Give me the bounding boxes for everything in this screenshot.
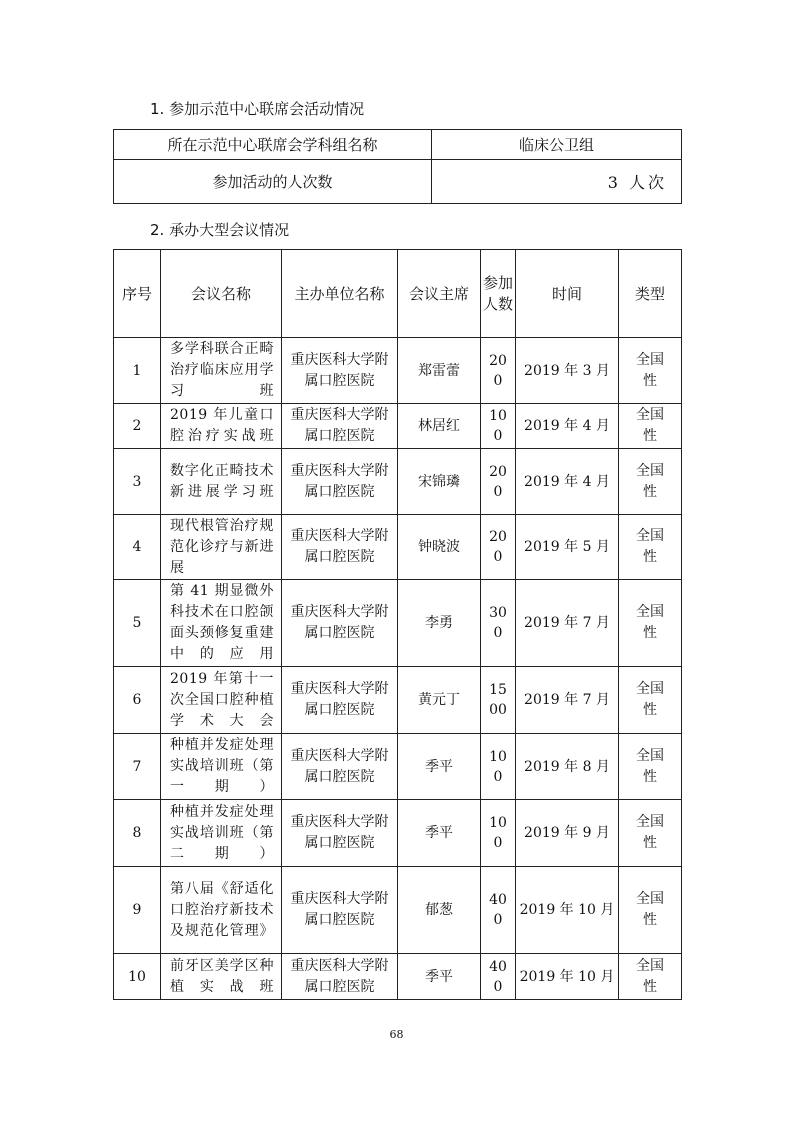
cell-count: 400 [481, 954, 516, 1000]
col-header-type: 类型 [619, 250, 682, 338]
table-row [114, 580, 682, 667]
cell-chair: 郁葱 [398, 867, 481, 954]
cell-count: 300 [481, 580, 516, 667]
col-header-name: 会议名称 [161, 250, 282, 338]
group-label: 所在示范中心联席会学科组名称 [114, 130, 432, 160]
table-row [114, 954, 682, 1000]
table-row [114, 800, 682, 867]
cell-meeting-name: 多学科联合正畸治疗临床应用学习班 [161, 338, 282, 404]
cell-time: 2019 年 4 月 [516, 404, 619, 449]
cell-no: 8 [114, 800, 161, 867]
cell-type: 全国性 [619, 580, 682, 667]
cell-organizer: 重庆医科大学附属口腔医院 [282, 734, 398, 800]
cell-no: 10 [114, 954, 161, 1000]
cell-organizer: 重庆医科大学附属口腔医院 [282, 954, 398, 1000]
page-number: 68 [389, 1028, 404, 1041]
cell-time: 2019 年 8 月 [516, 734, 619, 800]
col-header-time: 时间 [516, 250, 619, 338]
joint-council-table [113, 129, 682, 204]
cell-no: 9 [114, 867, 161, 954]
cell-no: 3 [114, 449, 161, 515]
cell-chair: 钟晓波 [398, 515, 481, 580]
cell-time: 2019 年 10 月 [516, 867, 619, 954]
cell-organizer: 重庆医科大学附属口腔医院 [282, 580, 398, 667]
cell-meeting-name: 种植并发症处理实战培训班（第一期） [161, 734, 282, 800]
cell-time: 2019 年 7 月 [516, 580, 619, 667]
count-label: 参加活动的人次数 [114, 160, 432, 204]
cell-no: 7 [114, 734, 161, 800]
cell-type: 全国性 [619, 404, 682, 449]
table-row [114, 449, 682, 515]
table-row [114, 734, 682, 800]
cell-time: 2019 年 5 月 [516, 515, 619, 580]
cell-type: 全国性 [619, 800, 682, 867]
cell-time: 2019 年 7 月 [516, 667, 619, 734]
cell-count: 200 [481, 449, 516, 515]
cell-type: 全国性 [619, 449, 682, 515]
table-row [114, 130, 682, 160]
col-header-no: 序号 [114, 250, 161, 338]
col-header-count: 参加人数 [481, 250, 516, 338]
cell-no: 6 [114, 667, 161, 734]
cell-organizer: 重庆医科大学附属口腔医院 [282, 404, 398, 449]
cell-meeting-name: 现代根管治疗规范化诊疗与新进展 [161, 515, 282, 580]
cell-count: 200 [481, 515, 516, 580]
cell-type: 全国性 [619, 867, 682, 954]
cell-organizer: 重庆医科大学附属口腔医院 [282, 515, 398, 580]
cell-type: 全国性 [619, 954, 682, 1000]
cell-chair: 季平 [398, 734, 481, 800]
section1-heading: 1. 参加示范中心联席会活动情况 [150, 100, 365, 118]
cell-organizer: 重庆医科大学附属口腔医院 [282, 667, 398, 734]
cell-count: 200 [481, 338, 516, 404]
table-row [114, 515, 682, 580]
cell-chair: 宋锦璘 [398, 449, 481, 515]
section2-heading: 2. 承办大型会议情况 [150, 221, 290, 239]
cell-meeting-name: 前牙区美学区种植实战班 [161, 954, 282, 1000]
cell-chair: 黄元丁 [398, 667, 481, 734]
cell-chair: 林居红 [398, 404, 481, 449]
cell-type: 全国性 [619, 734, 682, 800]
cell-meeting-name: 第八届《舒适化口腔治疗新技术及规范化管理》 [161, 867, 282, 954]
cell-no: 5 [114, 580, 161, 667]
table-row [114, 338, 682, 404]
cell-time: 2019 年 4 月 [516, 449, 619, 515]
cell-meeting-name: 2019 年儿童口腔治疗实战班 [161, 404, 282, 449]
cell-type: 全国性 [619, 667, 682, 734]
cell-time: 2019 年 3 月 [516, 338, 619, 404]
cell-count: 1500 [481, 667, 516, 734]
cell-count: 400 [481, 867, 516, 954]
cell-organizer: 重庆医科大学附属口腔医院 [282, 449, 398, 515]
cell-chair: 季平 [398, 954, 481, 1000]
cell-meeting-name: 种植并发症处理实战培训班（第二期） [161, 800, 282, 867]
group-value: 临床公卫组 [432, 130, 682, 160]
cell-time: 2019 年 10 月 [516, 954, 619, 1000]
cell-count: 100 [481, 404, 516, 449]
cell-count: 100 [481, 734, 516, 800]
meetings-table [113, 249, 682, 1000]
cell-chair: 李勇 [398, 580, 481, 667]
cell-type: 全国性 [619, 338, 682, 404]
table-row [114, 867, 682, 954]
cell-no: 1 [114, 338, 161, 404]
cell-chair: 郑雷蕾 [398, 338, 481, 404]
cell-meeting-name: 数字化正畸技术新进展学习班 [161, 449, 282, 515]
count-value: 3 人次 [432, 160, 682, 204]
cell-no: 4 [114, 515, 161, 580]
cell-organizer: 重庆医科大学附属口腔医院 [282, 338, 398, 404]
cell-chair: 季平 [398, 800, 481, 867]
cell-meeting-name: 第 41 期显微外科技术在口腔颌面头颈修复重建中的应用 [161, 580, 282, 667]
header-row [114, 250, 682, 338]
col-header-org: 主办单位名称 [282, 250, 398, 338]
cell-no: 2 [114, 404, 161, 449]
cell-type: 全国性 [619, 515, 682, 580]
cell-organizer: 重庆医科大学附属口腔医院 [282, 800, 398, 867]
col-header-chair: 会议主席 [398, 250, 481, 338]
table-row [114, 160, 682, 204]
table-row [114, 667, 682, 734]
cell-time: 2019 年 9 月 [516, 800, 619, 867]
cell-organizer: 重庆医科大学附属口腔医院 [282, 867, 398, 954]
cell-meeting-name: 2019 年第十一次全国口腔种植学术大会 [161, 667, 282, 734]
cell-count: 100 [481, 800, 516, 867]
table-row [114, 404, 682, 449]
